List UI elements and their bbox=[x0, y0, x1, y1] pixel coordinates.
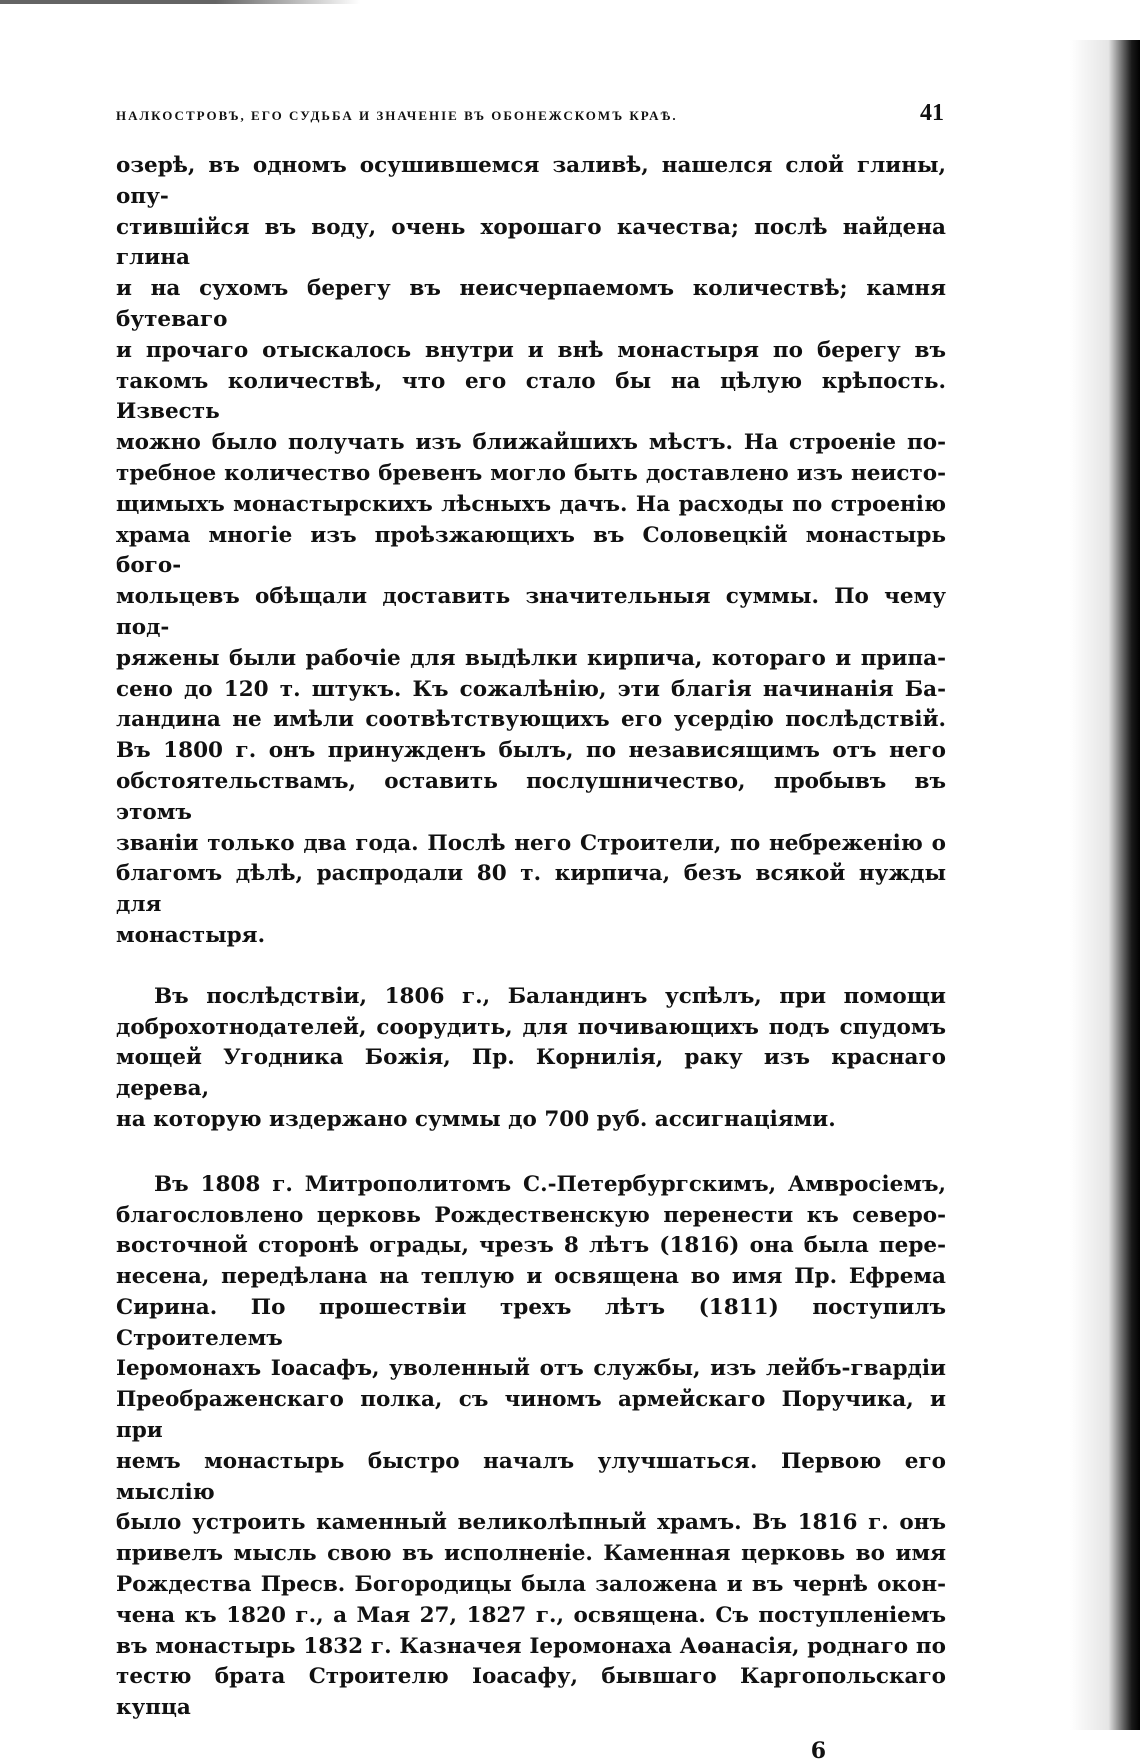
paragraph-2 bbox=[116, 982, 946, 1136]
page-number: 41 bbox=[920, 100, 944, 126]
text-line: Преображенскаго полка, съ чиномъ армейскаго Поручика, и при bbox=[116, 1387, 946, 1444]
text-line: и на сухомъ берегу въ неисчерпаемомъ количествѣ; камня бутеваго bbox=[116, 276, 946, 332]
text-line: ландина не имѣли соотвѣтствующихъ его усердію послѣдствій. bbox=[116, 707, 946, 733]
scan-binding-shadow bbox=[1070, 40, 1140, 1730]
text-line: доброхотнодателей, соорудить, для почивающихъ подъ спудомъ bbox=[116, 1014, 946, 1040]
paragraph-3 bbox=[116, 1170, 946, 1724]
text-line: тестю брата Строителю Іоасафу, бывшаго Каргопольскаго купца bbox=[116, 1664, 946, 1721]
text-line: монастыря. bbox=[116, 922, 266, 948]
text-line: на которую издержано суммы до 700 руб. ассигнаціями. bbox=[116, 1106, 836, 1132]
text-line: храма многіе изъ проѣзжающихъ въ Соловецкій монастырь бого- bbox=[116, 522, 946, 579]
text-line: восточной сторонѣ ограды, чрезъ 8 лѣтъ (1816) она была пере- bbox=[116, 1233, 946, 1259]
text-line: привелъ мысль свою въ исполненіе. Каменная церковь во имя bbox=[116, 1541, 946, 1567]
text-line: было устроить каменный великолѣпный храмъ. Въ 1816 г. онъ bbox=[116, 1510, 946, 1536]
text-line: въ монастырь 1832 г. Казначея Іеромонаха Аѳанасія, роднаго по bbox=[116, 1633, 946, 1659]
text-line: Въ 1800 г. онъ принужденъ былъ, по независящимъ отъ него bbox=[116, 738, 946, 764]
paragraph-1 bbox=[116, 151, 946, 952]
text-line: мощей Угодника Божія, Пр. Корнилія, раку изъ краснаго дерева, bbox=[116, 1045, 946, 1102]
text-line: благословлено церковь Рождественскую перенести къ северо- bbox=[116, 1202, 946, 1228]
book-page bbox=[116, 100, 946, 1764]
text-line: Іеромонахъ Іоасафъ, уволенный отъ службы, изъ лейбъ-гвардіи bbox=[116, 1356, 946, 1382]
scan-edge-line bbox=[0, 0, 360, 4]
text-line: несена, передѣлана на теплую и освящена во имя Пр. Ефрема bbox=[116, 1264, 946, 1290]
text-line: можно было получать изъ ближайшихъ мѣстъ. На строеніе по- bbox=[116, 430, 946, 456]
signature-mark: 6 bbox=[810, 1738, 826, 1764]
running-head-title: НАЛКОСТРОВЪ, ЕГО СУДЬБА И ЗНАЧЕНІЕ ВЪ ОБОНЕЖСКОМЪ КРАѢ. bbox=[116, 108, 678, 123]
text-line: ряжены были рабочіе для выдѣлки кирпича, котораго и припа- bbox=[116, 645, 946, 671]
text-line: Въ послѣдствіи, 1806 г., Баландинъ успѣлъ, при помощи bbox=[154, 983, 946, 1009]
text-line: благомъ дѣлѣ, распродали 80 т. кирпича, безъ всякой нужды для bbox=[116, 861, 946, 918]
text-line: такомъ количествѣ, что его стало бы на цѣлую крѣпость. Известь bbox=[116, 368, 946, 425]
text-line: мольцевъ обѣщали доставить значительныя суммы. По чему под- bbox=[116, 584, 946, 640]
text-line: стившійся въ воду, очень хорошаго качества; послѣ найдена глина bbox=[116, 214, 946, 271]
text-line: Рождества Пресв. Богородицы была заложена и въ чернѣ окон- bbox=[116, 1572, 946, 1598]
text-line: обстоятельствамъ, оставить послушничество, пробывъ въ этомъ bbox=[116, 768, 946, 825]
text-line: Сирина. По прошествіи трехъ лѣтъ (1811) поступилъ Строителемъ bbox=[116, 1294, 946, 1351]
text-line: щимыхъ монастырскихъ лѣсныхъ дачъ. На расходы по строенію bbox=[116, 491, 946, 517]
text-line: немъ монастырь быстро началъ улучшаться. Первою его мыслію bbox=[116, 1448, 946, 1505]
text-line: Въ 1808 г. Митрополитомъ С.-Петербургскимъ, Амвросіемъ, bbox=[154, 1171, 946, 1197]
running-head bbox=[116, 100, 946, 127]
text-line: требное количество бревенъ могло быть доставлено изъ неисто- bbox=[116, 460, 946, 486]
text-line: званіи только два года. Послѣ него Строители, по небреженію о bbox=[116, 830, 946, 856]
text-line: чена къ 1820 г., а Мая 27, 1827 г., освящена. Съ поступленіемъ bbox=[116, 1602, 946, 1628]
text-line: озерѣ, въ одномъ осушившемся заливѣ, нашелся слой глины, опу- bbox=[116, 153, 946, 209]
text-line: и прочаго отыскалось внутри и внѣ монастыря по берегу въ bbox=[116, 337, 946, 363]
text-line: сено до 120 т. штукъ. Къ сожалѣнію, эти благія начинанія Ба- bbox=[116, 676, 946, 702]
